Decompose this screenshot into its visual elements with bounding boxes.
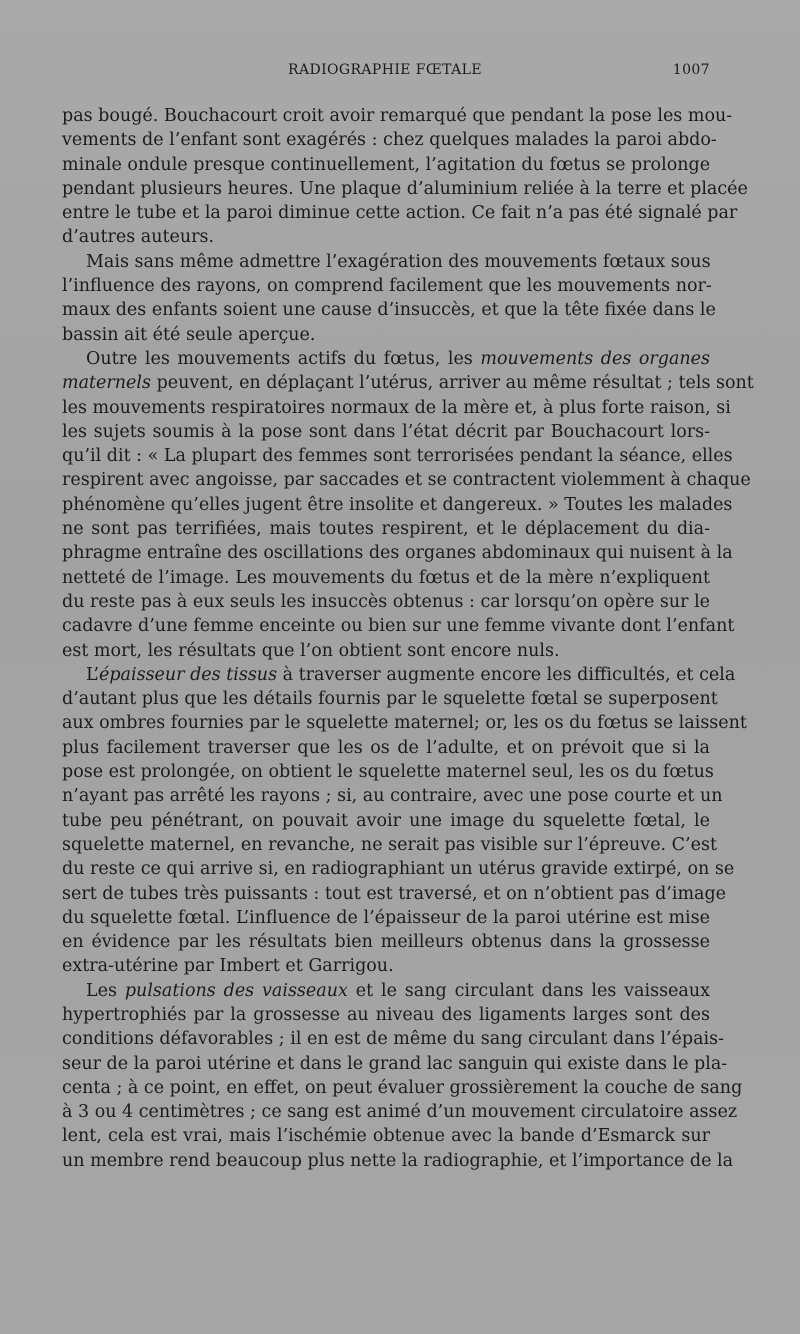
running-header xyxy=(60,62,710,86)
text-line: tube peu pénétrant, on pouvait avoir une image du squelette fœtal, le xyxy=(62,810,710,831)
italic-span: épaisseur des tissus xyxy=(99,664,278,685)
text-line: minale ondule presque continuellement, l’agitation du fœtus se prolonge xyxy=(62,154,711,175)
text-line xyxy=(62,347,710,371)
text-span: peuvent, en déplaçant l’utérus, arriver au même résultat ; tels sont xyxy=(156,373,754,394)
text-line: cadavre d’une femme enceinte ou bien sur une femme vivante dont l’enfant xyxy=(62,616,735,637)
text-line: l’influence des rayons, on comprend facilement que les mouvements nor- xyxy=(62,276,712,297)
text-line: ne sont pas terrifiées, mais toutes respirent, et le déplacement du dia- xyxy=(62,519,710,540)
text-line: hypertrophiés par la grossesse au niveau des ligaments larges sont des xyxy=(62,1004,710,1025)
text-line: un membre rend beaucoup plus nette la radiographie, et l’importance de la xyxy=(62,1150,734,1171)
italic-span: mouvements des organes xyxy=(480,348,710,369)
text-line: extra-utérine par Imbert et Garrigou. xyxy=(62,956,394,977)
text-span: Outre les mouvements actifs du fœtus, les xyxy=(86,348,473,369)
text-line: squelette maternel, en revanche, ne serait pas visible sur l’épreuve. C’est xyxy=(62,834,717,855)
text-line: seur de la paroi utérine et dans le grand lac sanguin qui existe dans le pla- xyxy=(62,1053,728,1074)
text-line: pas bougé. Bouchacourt croit avoir remarqué que pendant la pose les mou- xyxy=(62,106,733,126)
text-line: centa ; à ce point, en effet, on peut évaluer grossièrement la couche de sang xyxy=(62,1077,743,1098)
text-line: phragme entraîne des oscillations des organes abdominaux qui nuisent à la xyxy=(62,543,733,564)
text-line: à 3 ou 4 centimètres ; ce sang est animé d’un mouvement circulatoire assez xyxy=(62,1102,738,1123)
text-line: phénomène qu’elles jugent être insolite et dangereux. » Toutes les malades xyxy=(62,494,733,515)
text-line: en évidence par les résultats bien meilleurs obtenus dans la grossesse xyxy=(62,932,710,953)
text-line: conditions défavorables ; il en est de même du sang circulant dans l’épais- xyxy=(62,1029,725,1050)
text-line: les sujets soumis à la pose sont dans l’état décrit par Bouchacourt lors- xyxy=(62,421,710,442)
text-line: du reste ce qui arrive si, en radiographiant un utérus gravide extirpé, on se xyxy=(62,859,735,880)
italic-span: maternels xyxy=(62,373,151,394)
text-line: n’ayant pas arrêté les rayons ; si, au contraire, avec une pose courte et un xyxy=(62,786,723,807)
text-line: du squelette fœtal. L’influence de l’épaisseur de la paroi utérine est mise xyxy=(62,907,710,928)
page-number: 1007 xyxy=(672,62,710,78)
text-line: pendant plusieurs heures. Une plaque d’aluminium reliée à la terre et placée xyxy=(62,178,748,199)
text-line xyxy=(62,979,710,1003)
text-line: les mouvements respiratoires normaux de la mère et, à plus forte raison, si xyxy=(62,397,731,418)
text-line: plus facilement traverser que les os de l’adulte, et on prévoit que si la xyxy=(62,737,710,758)
text-line: netteté de l’image. Les mouvements du fœtus et de la mère n’expliquent xyxy=(62,567,710,588)
text-line: d’autres auteurs. xyxy=(62,227,215,248)
text-line: qu’il dit : « La plupart des femmes sont terrorisées pendant la séance, elles xyxy=(62,446,733,467)
text-line: sert de tubes très puissants : tout est traversé, et on n’obtient pas d’image xyxy=(62,883,727,904)
text-span: à traverser augmente encore les difficultés, et cela xyxy=(282,664,736,685)
text-line: entre le tube et la paroi diminue cette action. Ce fait n’a pas été signalé par xyxy=(62,203,738,224)
body-text xyxy=(62,104,754,1173)
text-line: Mais sans même admettre l’exagération des mouvements fœtaux sous xyxy=(86,251,711,272)
text-line: bassin ait été seule aperçue. xyxy=(62,324,316,345)
text-line: vements de l’enfant sont exagérés : chez quelques malades la paroi abdo- xyxy=(62,130,717,151)
running-title: RADIOGRAPHIE FŒTALE xyxy=(288,62,482,78)
text-line xyxy=(62,663,736,687)
text-line: respirent avec angoisse, par saccades et se contractent violemment à chaque xyxy=(62,470,751,491)
text-line: est mort, les résultats que l’on obtient sont encore nuls. xyxy=(62,640,560,661)
text-span: Les xyxy=(86,980,117,1001)
text-span: L’ xyxy=(86,664,99,685)
text-line: lent, cela est vrai, mais l’ischémie obtenue avec la bande d’Esmarck sur xyxy=(62,1126,710,1147)
text-line: aux ombres fournies par le squelette maternel; or, les os du fœtus se laissent xyxy=(62,713,747,734)
text-line: maux des enfants soient une cause d’insuccès, et que la tête fixée dans le xyxy=(62,300,716,321)
text-line: d’autant plus que les détails fournis par le squelette fœtal se superposent xyxy=(62,689,718,710)
text-line xyxy=(62,371,754,395)
text-line: pose est prolongée, on obtient le squelette maternel seul, les os du fœtus xyxy=(62,762,714,783)
text-span: et le sang circulant dans les vaisseaux xyxy=(355,980,710,1001)
text-line: du reste pas à eux seuls les insuccès obtenus : car lorsqu’on opère sur le xyxy=(62,591,711,612)
italic-span: pulsations des vaisseaux xyxy=(124,980,348,1001)
